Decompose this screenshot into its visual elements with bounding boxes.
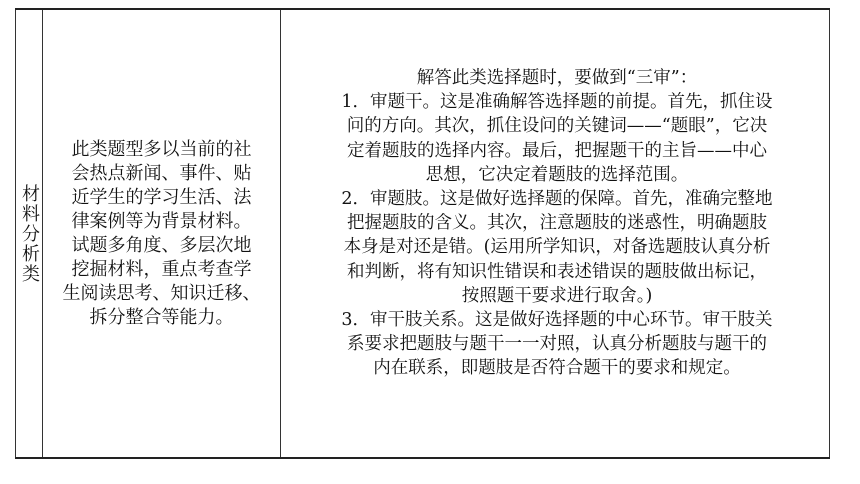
description-line: 此类题型多以当前的社 bbox=[71, 138, 252, 160]
method-intro: 解答此类选择题时，要做到“三审”： bbox=[416, 68, 698, 88]
question-type-table bbox=[15, 8, 830, 459]
category-cell bbox=[15, 10, 43, 457]
description-line: 会热点新闻、事件、贴 bbox=[71, 162, 252, 184]
method-line: 思想，它决定着题肢的选择范围。 bbox=[425, 164, 689, 185]
method-line: 和判断，将有知识性错误和表述错误的题肢做出标记， bbox=[347, 261, 767, 282]
method-line: 内在联系，即题肢是否符合题干的要求和规定。 bbox=[373, 358, 741, 379]
description-line: 生阅读思考、知识迁移、 bbox=[62, 282, 261, 304]
method-line: 问的方向。其次，抓住设问的关键词——“题眼”，它决 bbox=[346, 116, 768, 137]
description-line: 试题多角度、多层次地 bbox=[71, 234, 252, 256]
method-line: 3．审干肢关系。这是做好选择题的中心环节。审干肢关 bbox=[341, 310, 773, 331]
description-line: 挖掘材料，重点考查学 bbox=[71, 258, 252, 280]
method-line: 系要求把题肢与题干一一对照，认真分析题肢与题干的 bbox=[347, 334, 767, 355]
method-line: 1．审题干。这是准确解答选择题的前提。首先，抓住设 bbox=[341, 92, 773, 113]
method-line: 按照题干要求进行取舍。) bbox=[461, 285, 653, 306]
method-cell bbox=[281, 10, 830, 457]
method-line: 本身是对还是错。(运用所学知识，对备选题肢认真分析 bbox=[343, 237, 771, 258]
description-text bbox=[63, 138, 261, 330]
category-label: 材料分析类 bbox=[19, 183, 40, 284]
description-line: 近学生的学习生活、法 bbox=[71, 186, 252, 208]
description-cell bbox=[43, 10, 281, 457]
description-line: 律案例等为背景材料。 bbox=[71, 210, 252, 232]
method-line: 定着题肢的选择内容。最后，把握题干的主旨——中心 bbox=[347, 140, 767, 161]
method-line: 2．审题肢。这是做好选择题的保障。首先，准确完整地 bbox=[341, 189, 773, 210]
method-line: 把握题肢的含义。其次，注意题肢的迷惑性，明确题肢 bbox=[347, 213, 767, 234]
description-line: 拆分整合等能力。 bbox=[89, 306, 234, 328]
